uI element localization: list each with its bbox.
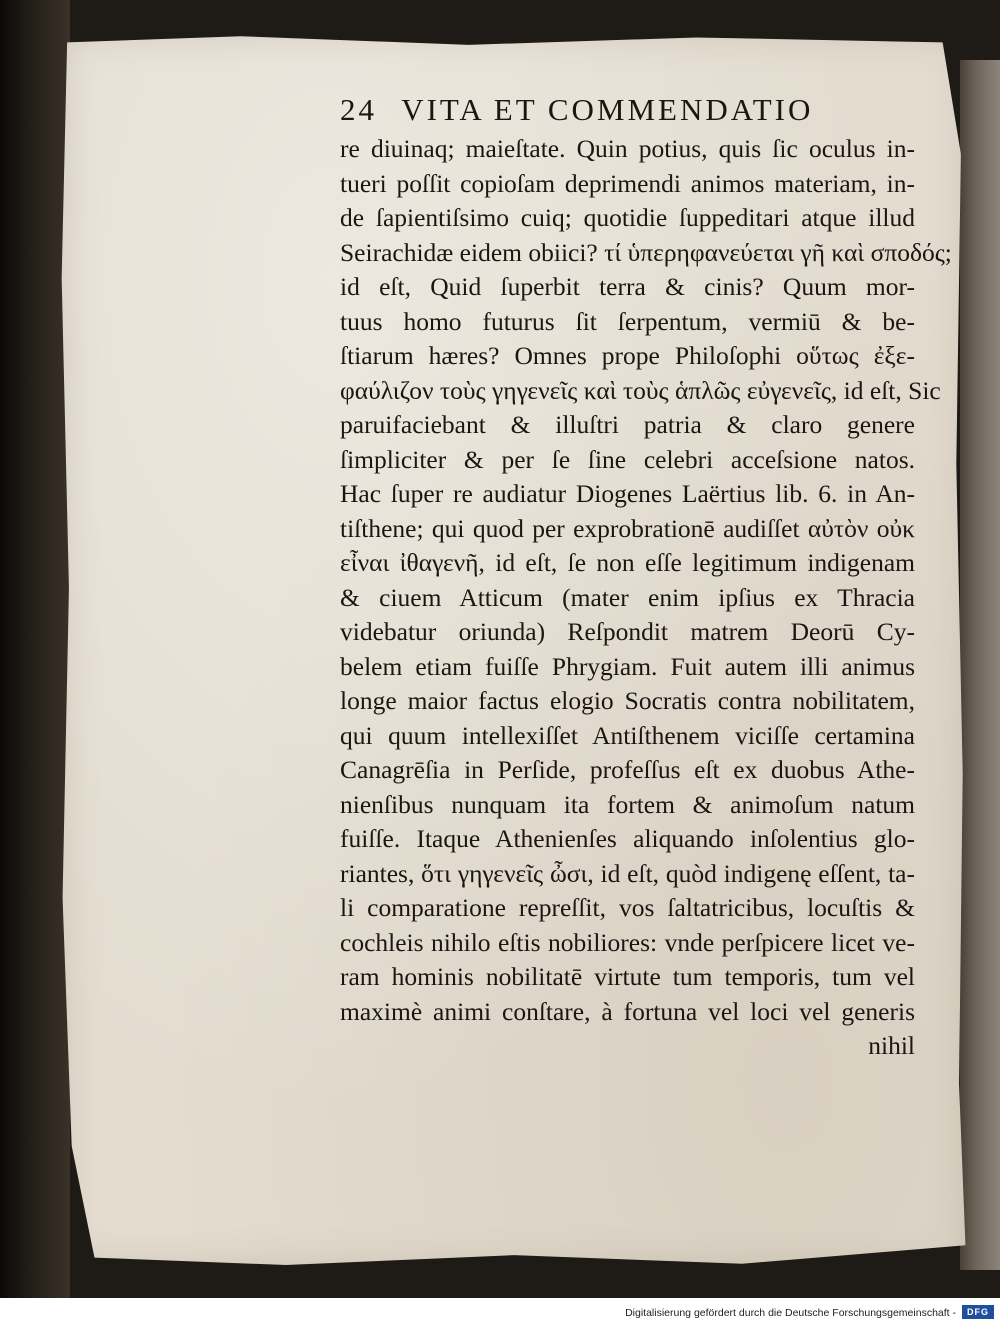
text-line: videbatur oriunda) Reſpondit matrem Deorū Cy- [340,617,915,646]
text-line: φαύλιζον τοὺς γηγενεῖς καὶ τοὺς ἁπλῶς εὐγενεῖς, id eſt, Sic [340,375,941,405]
text-line: li comparatione repreſſit, vos ſaltatricibus, locuſtis & [340,893,915,922]
text-block [340,92,952,1064]
digitization-footer [0,1298,1000,1326]
running-head [340,92,915,128]
page-number: 24 [340,92,377,127]
text-line: id eſt, Quid ſuperbit terra & cinis? Quum mor- [340,272,915,301]
text-line: Hac ſuper re audiatur Diogenes Laërtius lib. 6. in An- [340,479,915,508]
text-line: tueri poſſit copioſam deprimendi animos materiam, in- [340,168,915,198]
text-line: εἶναι ἰθαγενῆ, id eſt, ſe non eſſe legitimum indigenam [340,548,915,577]
text-line: cochleis nihilo eſtis nobiliores: vnde perſpicere licet ve- [340,927,915,957]
text-line: ram hominis nobilitatē virtute tum temporis, tum vel [340,962,915,991]
text-line: belem etiam fuiſſe Phrygiam. Fuit autem illi animus [340,651,915,681]
dfg-logo: DFG [962,1305,994,1319]
catchword: nihil [868,1031,915,1060]
text-line: de ſapientiſsimo cuiq; quotidie ſuppeditari atque illud [340,203,915,232]
text-line: fuiſſe. Itaque Athenienſes aliquando inſolentius glo- [340,824,915,853]
text-line: riantes, ὅτι γηγενεῖς ὦσι, id eſt, quòd indigenę eſſent, ta- [340,858,915,888]
text-line: maximè animi conſtare, à fortuna vel loci vel generis [340,996,915,1026]
text-line: paruifaciebant & illuſtri patria & claro genere [340,410,915,439]
text-line: tuus homo futurus ſit ſerpentum, vermiū & be- [340,306,915,336]
text-line: Seirachidæ eidem obiici? τί ὑπερηφανεύεται γῆ καὶ σποδός; [340,237,952,267]
funding-credit: Digitalisierung gefördert durch die Deutsche Forschungsgemeinschaft - [625,1307,956,1319]
text-line: ſimpliciter & per ſe ſine celebri acceſsione natos. [340,444,915,474]
text-line: & ciuem Atticum (mater enim ipſius ex Thracia [340,582,915,612]
text-line: tiſthene; qui quod per exprobrationē audiſſet αὐτὸν οὐκ [340,513,915,543]
text-line: longe maior factus elogio Socratis contra nobilitatem, [340,686,915,715]
book-edge-right [960,60,1000,1270]
book-binding-left [0,0,70,1298]
running-title: VITA ET COMMENDATIO [401,92,814,127]
text-line: nienſibus nunquam ita fortem & animoſum natum [340,789,915,819]
text-line: qui quum intellexiſſet Antiſthenem viciſſe certamina [340,720,915,750]
text-line: ſtiarum hæres? Omnes prope Philoſophi οὕτως ἐξε- [340,341,915,370]
text-line: Canagrēſia in Perſide, profeſſus eſt ex duobus Athe- [340,755,915,784]
text-line: re diuinaq; maieſtate. Quin potius, quis ſic oculus in- [340,134,915,163]
